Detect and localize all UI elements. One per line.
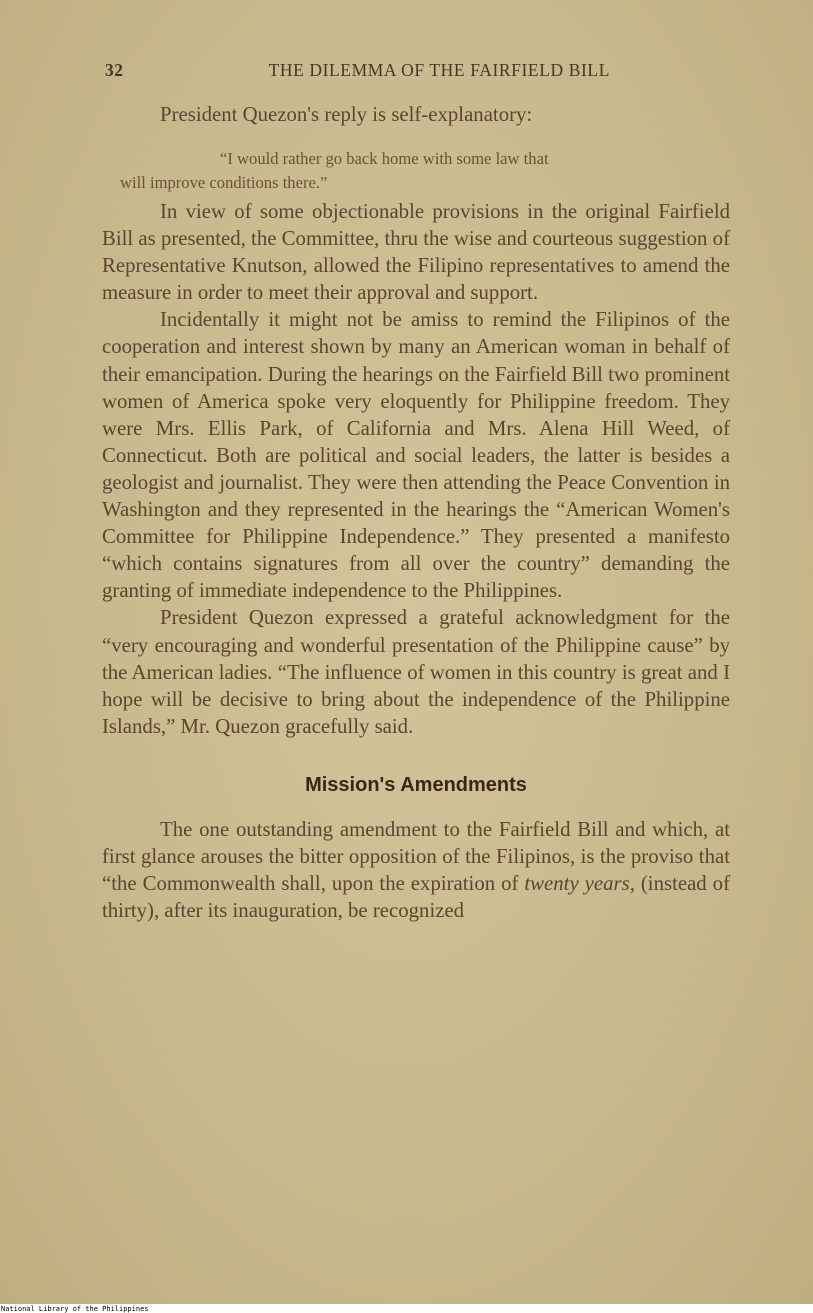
paragraph-1: In view of some objectionable provisions in the original Fairfield Bill as presented, the Committee, thru the wise and courteous suggestion of Representative Knutson, allowed the Filipino representatives to amend the measure in order to meet their approval and support. — [102, 200, 730, 305]
quote-line-2: will improve conditions there.” — [120, 172, 328, 192]
page-number: 32 — [105, 60, 124, 80]
paragraph-4-text: The one outstanding amendment to the Fairfield Bill and which, at first glance arouses the bitter opposition of the Filipinos, is the proviso that “the Commonwealth shall, upon the expiration of — [102, 817, 730, 896]
section-heading: Mission's Amendments — [305, 773, 527, 796]
page-body — [102, 101, 730, 924]
running-title: THE DILEMMA OF THE FAIRFIELD BILL — [268, 60, 610, 80]
paragraph-2: Incidentally it might not be amiss to remind the Filipinos of the cooperation and interest shown by many an American woman in behalf of their emancipation. During the hearings on the Fairfield Bill two prominent women of America spoke very eloquently for Philippine freedom. They were Mrs. Ellis Park, of California and Mrs. Alena Hill Weed, of Connecticut. Both are political and social leaders, the latter is besides a geologist and journalist. They were then attending the Peace Convention in Washington and they represented in the hearings the “American Women's Committee for Philippine Independence.” They presented a manifesto “which contains signatures from all over the country” demanding the granting of immediate independence to the Philippines. — [102, 308, 730, 603]
library-credit: National Library of the Philippines — [1, 1305, 149, 1313]
intro-line: President Quezon's reply is self-explanatory: — [160, 103, 533, 126]
paragraph-4-emphasis: twenty years, — [524, 872, 635, 896]
paragraph-3: President Quezon expressed a grateful acknowledgment for the “very encouraging and wonderful presentation of the Philippine cause” by the American ladies. “The influence of women in this country is great and I hope will be decisive to bring about the independence of the Philippine Islands,” Mr. Quezon gracefully said. — [102, 606, 730, 738]
paragraph-4 — [102, 816, 730, 924]
quote-line-1: “I would rather go back home with some law that — [220, 149, 549, 168]
block-quote — [102, 130, 730, 192]
running-header — [105, 60, 610, 81]
paragraph-4-tail: (instead of thirty), after its inauguration, be recognized — [102, 872, 730, 923]
